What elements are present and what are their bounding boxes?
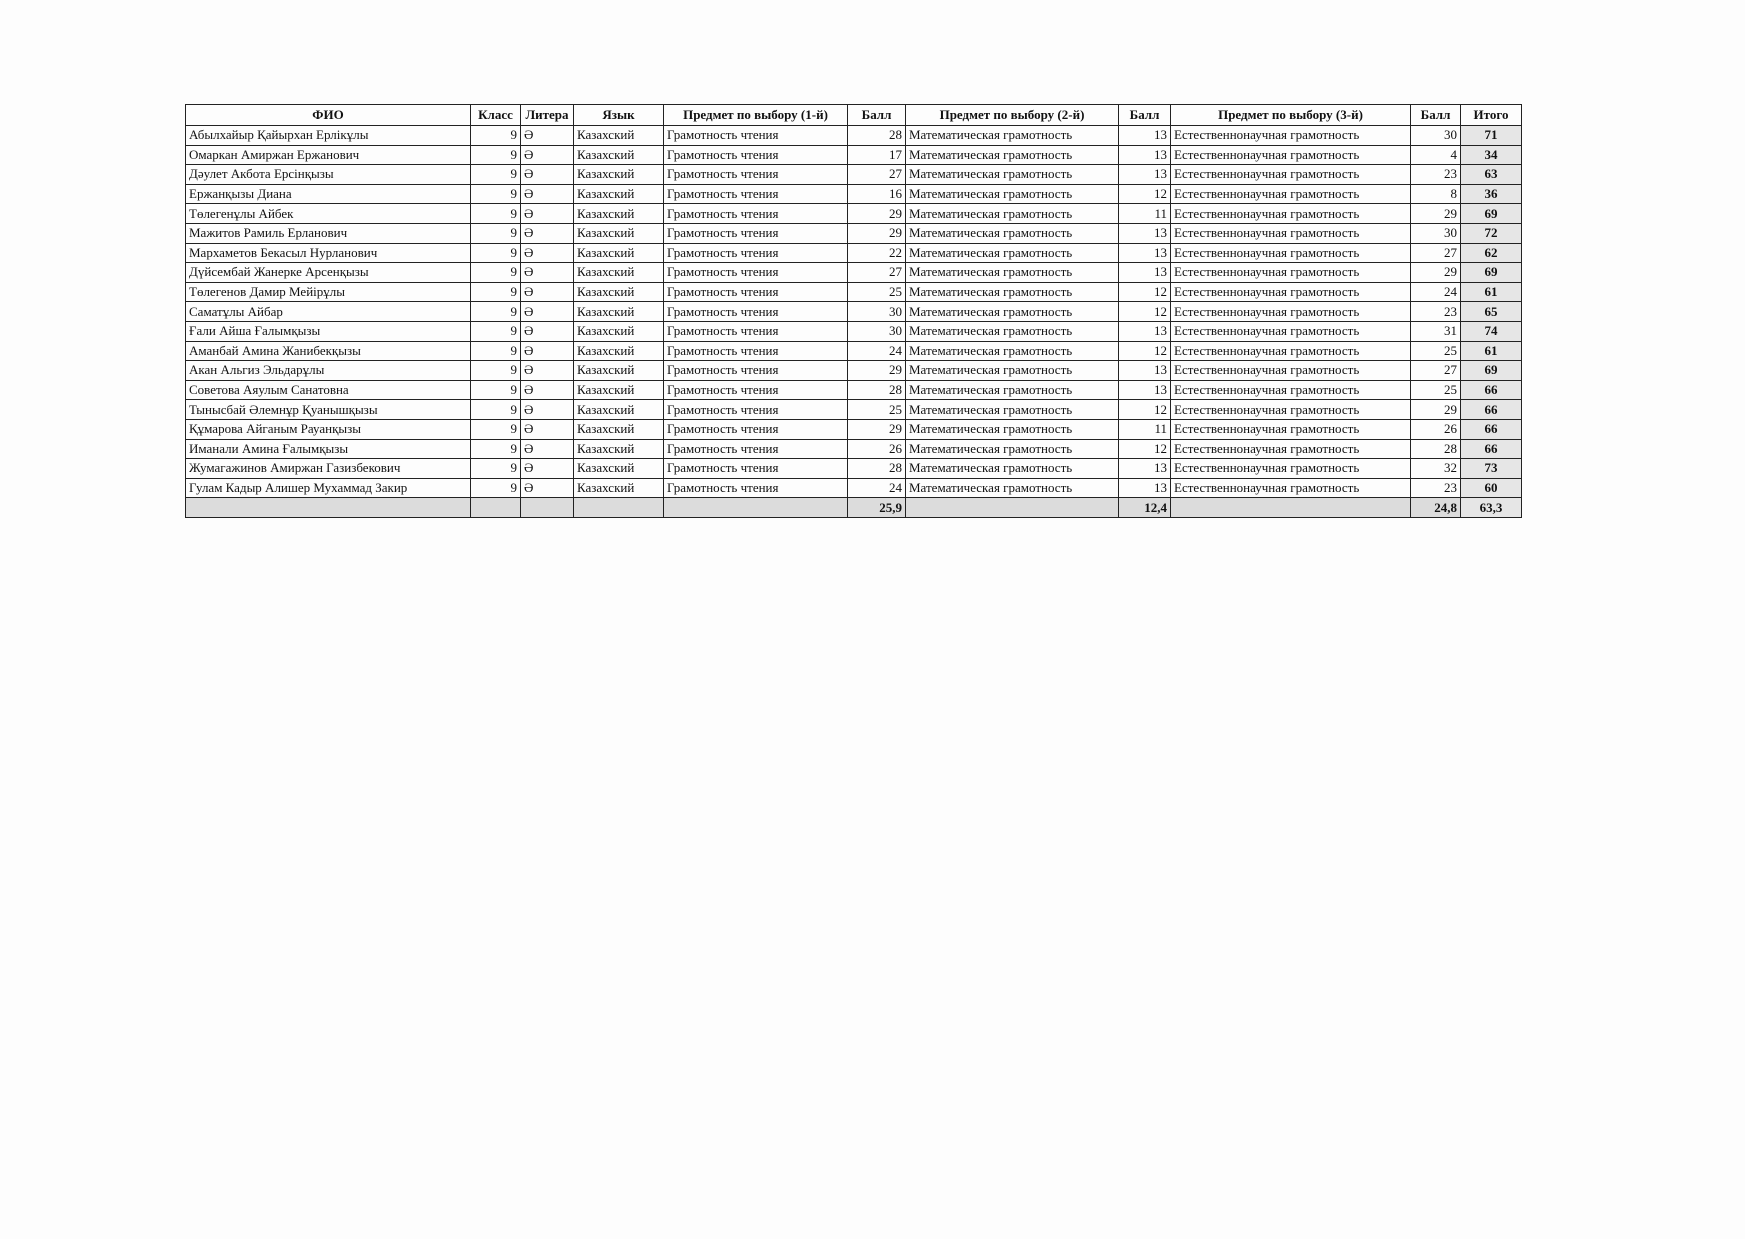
cell-litera: Ә: [521, 380, 574, 400]
header-litera: Литера: [521, 105, 574, 126]
cell-subject-3: Естественнонаучная грамотность: [1171, 361, 1411, 381]
cell-score-2: 13: [1119, 321, 1171, 341]
cell-litera: Ә: [521, 419, 574, 439]
cell-fio: Ғали Айша Ғалымқызы: [186, 321, 471, 341]
cell-subject-2: Математическая грамотность: [906, 302, 1119, 322]
cell-subject-3: Естественнонаучная грамотность: [1171, 282, 1411, 302]
summary-blank-fio: [186, 498, 471, 518]
cell-litera: Ә: [521, 341, 574, 361]
cell-score-3: 28: [1411, 439, 1461, 459]
cell-litera: Ә: [521, 282, 574, 302]
cell-subject-3: Естественнонаучная грамотность: [1171, 439, 1411, 459]
cell-class: 9: [471, 459, 521, 479]
cell-class: 9: [471, 126, 521, 146]
cell-score-1: 25: [848, 400, 906, 420]
cell-score-1: 29: [848, 223, 906, 243]
cell-score-2: 13: [1119, 126, 1171, 146]
cell-language: Казахский: [574, 243, 664, 263]
cell-score-2: 11: [1119, 419, 1171, 439]
cell-subject-1: Грамотность чтения: [664, 243, 848, 263]
cell-subject-3: Естественнонаучная грамотность: [1171, 302, 1411, 322]
cell-total: 66: [1461, 400, 1522, 420]
cell-fio: Құмарова Айганым Рауанқызы: [186, 419, 471, 439]
summary-blank-subject-2: [906, 498, 1119, 518]
cell-score-1: 27: [848, 165, 906, 185]
cell-score-3: 25: [1411, 341, 1461, 361]
cell-subject-2: Математическая грамотность: [906, 126, 1119, 146]
cell-litera: Ә: [521, 145, 574, 165]
cell-litera: Ә: [521, 361, 574, 381]
cell-class: 9: [471, 282, 521, 302]
table-body: [186, 126, 1522, 498]
header-row: [186, 105, 1522, 126]
cell-language: Казахский: [574, 263, 664, 283]
cell-score-1: 28: [848, 380, 906, 400]
cell-subject-1: Грамотность чтения: [664, 478, 848, 498]
cell-subject-1: Грамотность чтения: [664, 145, 848, 165]
cell-score-2: 13: [1119, 380, 1171, 400]
table-row: [186, 361, 1522, 381]
header-score-3: Балл: [1411, 105, 1461, 126]
cell-subject-1: Грамотность чтения: [664, 321, 848, 341]
summary-blank-language: [574, 498, 664, 518]
cell-total: 74: [1461, 321, 1522, 341]
cell-language: Казахский: [574, 341, 664, 361]
cell-class: 9: [471, 439, 521, 459]
cell-litera: Ә: [521, 126, 574, 146]
cell-total: 69: [1461, 361, 1522, 381]
cell-class: 9: [471, 223, 521, 243]
table-row: [186, 145, 1522, 165]
cell-fio: Мархаметов Бекасыл Нурланович: [186, 243, 471, 263]
cell-subject-3: Естественнонаучная грамотность: [1171, 459, 1411, 479]
cell-class: 9: [471, 400, 521, 420]
cell-score-2: 12: [1119, 282, 1171, 302]
summary-score-2-avg: 12,4: [1119, 498, 1171, 518]
cell-subject-1: Грамотность чтения: [664, 223, 848, 243]
cell-score-3: 23: [1411, 478, 1461, 498]
header-class: Класс: [471, 105, 521, 126]
cell-subject-3: Естественнонаучная грамотность: [1171, 341, 1411, 361]
cell-subject-3: Естественнонаучная грамотность: [1171, 184, 1411, 204]
cell-litera: Ә: [521, 184, 574, 204]
cell-fio: Дәулет Акбота Ерсінқызы: [186, 165, 471, 185]
cell-litera: Ә: [521, 302, 574, 322]
table-row: [186, 341, 1522, 361]
cell-class: 9: [471, 380, 521, 400]
cell-total: 66: [1461, 439, 1522, 459]
cell-score-3: 29: [1411, 204, 1461, 224]
cell-class: 9: [471, 478, 521, 498]
header-subject-1: Предмет по выбору (1-й): [664, 105, 848, 126]
cell-litera: Ә: [521, 439, 574, 459]
summary-total-avg: 63,3: [1461, 498, 1522, 518]
header-subject-2: Предмет по выбору (2-й): [906, 105, 1119, 126]
cell-score-2: 13: [1119, 263, 1171, 283]
cell-score-2: 13: [1119, 223, 1171, 243]
cell-score-3: 27: [1411, 243, 1461, 263]
cell-subject-2: Математическая грамотность: [906, 459, 1119, 479]
cell-subject-1: Грамотность чтения: [664, 400, 848, 420]
cell-score-1: 26: [848, 439, 906, 459]
cell-class: 9: [471, 165, 521, 185]
table-row: [186, 126, 1522, 146]
cell-subject-2: Математическая грамотность: [906, 439, 1119, 459]
cell-total: 62: [1461, 243, 1522, 263]
cell-fio: Акан Альгиз Эльдарұлы: [186, 361, 471, 381]
cell-language: Казахский: [574, 400, 664, 420]
cell-total: 71: [1461, 126, 1522, 146]
cell-subject-3: Естественнонаучная грамотность: [1171, 400, 1411, 420]
cell-score-1: 16: [848, 184, 906, 204]
table-row: [186, 459, 1522, 479]
cell-score-2: 12: [1119, 302, 1171, 322]
cell-subject-2: Математическая грамотность: [906, 380, 1119, 400]
header-score-2: Балл: [1119, 105, 1171, 126]
cell-score-3: 26: [1411, 419, 1461, 439]
cell-subject-2: Математическая грамотность: [906, 400, 1119, 420]
cell-fio: Төлегенұлы Айбек: [186, 204, 471, 224]
table-row: [186, 439, 1522, 459]
cell-subject-1: Грамотность чтения: [664, 302, 848, 322]
table-row: [186, 263, 1522, 283]
cell-subject-1: Грамотность чтения: [664, 459, 848, 479]
cell-language: Казахский: [574, 126, 664, 146]
cell-subject-3: Естественнонаучная грамотность: [1171, 243, 1411, 263]
cell-litera: Ә: [521, 459, 574, 479]
cell-score-2: 13: [1119, 145, 1171, 165]
cell-class: 9: [471, 184, 521, 204]
cell-total: 65: [1461, 302, 1522, 322]
cell-subject-1: Грамотность чтения: [664, 165, 848, 185]
results-sheet: [185, 104, 1521, 518]
cell-score-3: 25: [1411, 380, 1461, 400]
cell-language: Казахский: [574, 459, 664, 479]
summary-blank-subject-1: [664, 498, 848, 518]
header-fio: ФИО: [186, 105, 471, 126]
cell-language: Казахский: [574, 165, 664, 185]
table-row: [186, 321, 1522, 341]
cell-subject-3: Естественнонаучная грамотность: [1171, 145, 1411, 165]
cell-language: Казахский: [574, 302, 664, 322]
cell-score-2: 12: [1119, 184, 1171, 204]
cell-litera: Ә: [521, 204, 574, 224]
cell-subject-2: Математическая грамотность: [906, 263, 1119, 283]
cell-score-3: 29: [1411, 263, 1461, 283]
cell-fio: Тыныcбай Әлемнұр Қуанышқызы: [186, 400, 471, 420]
cell-total: 69: [1461, 263, 1522, 283]
cell-score-3: 4: [1411, 145, 1461, 165]
cell-subject-3: Естественнонаучная грамотность: [1171, 263, 1411, 283]
cell-fio: Саматұлы Айбар: [186, 302, 471, 322]
cell-class: 9: [471, 243, 521, 263]
summary-blank-class: [471, 498, 521, 518]
header-total: Итого: [1461, 105, 1522, 126]
cell-total: 72: [1461, 223, 1522, 243]
cell-litera: Ә: [521, 243, 574, 263]
cell-fio: Гулам Кадыр Алишер Мухаммад Закир: [186, 478, 471, 498]
cell-class: 9: [471, 341, 521, 361]
cell-subject-1: Грамотность чтения: [664, 282, 848, 302]
cell-fio: Ержанқызы Диана: [186, 184, 471, 204]
cell-score-3: 27: [1411, 361, 1461, 381]
cell-subject-2: Математическая грамотность: [906, 145, 1119, 165]
cell-subject-3: Естественнонаучная грамотность: [1171, 321, 1411, 341]
cell-score-3: 30: [1411, 126, 1461, 146]
cell-subject-2: Математическая грамотность: [906, 361, 1119, 381]
cell-score-1: 29: [848, 204, 906, 224]
cell-fio: Мажитов Рамиль Ерланович: [186, 223, 471, 243]
summary-blank-litera: [521, 498, 574, 518]
cell-score-1: 29: [848, 419, 906, 439]
cell-total: 36: [1461, 184, 1522, 204]
cell-subject-1: Грамотность чтения: [664, 263, 848, 283]
header-subject-3: Предмет по выбору (3-й): [1171, 105, 1411, 126]
cell-fio: Жумагажинов Амиржан Газизбекович: [186, 459, 471, 479]
table-row: [186, 419, 1522, 439]
cell-score-1: 29: [848, 361, 906, 381]
table-row: [186, 478, 1522, 498]
cell-subject-1: Грамотность чтения: [664, 204, 848, 224]
cell-class: 9: [471, 145, 521, 165]
table-row: [186, 282, 1522, 302]
cell-score-1: 30: [848, 321, 906, 341]
cell-subject-1: Грамотность чтения: [664, 419, 848, 439]
cell-subject-3: Естественнонаучная грамотность: [1171, 380, 1411, 400]
cell-total: 34: [1461, 145, 1522, 165]
table-row: [186, 380, 1522, 400]
cell-subject-2: Математическая грамотность: [906, 321, 1119, 341]
cell-subject-2: Математическая грамотность: [906, 243, 1119, 263]
cell-language: Казахский: [574, 361, 664, 381]
cell-litera: Ә: [521, 321, 574, 341]
cell-language: Казахский: [574, 439, 664, 459]
cell-score-1: 24: [848, 341, 906, 361]
cell-score-2: 13: [1119, 243, 1171, 263]
cell-score-2: 13: [1119, 165, 1171, 185]
cell-total: 60: [1461, 478, 1522, 498]
cell-fio: Аманбай Амина Жанибекқызы: [186, 341, 471, 361]
cell-litera: Ә: [521, 478, 574, 498]
cell-fio: Иманали Амина Ғалымқызы: [186, 439, 471, 459]
cell-score-1: 17: [848, 145, 906, 165]
header-score-1: Балл: [848, 105, 906, 126]
cell-subject-2: Математическая грамотность: [906, 341, 1119, 361]
cell-score-2: 13: [1119, 361, 1171, 381]
cell-score-3: 8: [1411, 184, 1461, 204]
cell-score-2: 13: [1119, 459, 1171, 479]
cell-score-1: 24: [848, 478, 906, 498]
cell-class: 9: [471, 419, 521, 439]
cell-language: Казахский: [574, 380, 664, 400]
cell-class: 9: [471, 302, 521, 322]
cell-subject-1: Грамотность чтения: [664, 341, 848, 361]
cell-score-3: 24: [1411, 282, 1461, 302]
cell-subject-1: Грамотность чтения: [664, 361, 848, 381]
cell-language: Казахский: [574, 282, 664, 302]
cell-subject-1: Грамотность чтения: [664, 126, 848, 146]
cell-score-3: 31: [1411, 321, 1461, 341]
summary-score-1-avg: 25,9: [848, 498, 906, 518]
cell-subject-2: Математическая грамотность: [906, 223, 1119, 243]
cell-subject-2: Математическая грамотность: [906, 282, 1119, 302]
cell-fio: Омаркан Амиржан Ержанович: [186, 145, 471, 165]
table-row: [186, 302, 1522, 322]
cell-class: 9: [471, 204, 521, 224]
cell-subject-2: Математическая грамотность: [906, 478, 1119, 498]
cell-score-3: 23: [1411, 302, 1461, 322]
cell-subject-2: Математическая грамотность: [906, 165, 1119, 185]
cell-subject-3: Естественнонаучная грамотность: [1171, 126, 1411, 146]
cell-total: 66: [1461, 380, 1522, 400]
cell-subject-1: Грамотность чтения: [664, 439, 848, 459]
cell-language: Казахский: [574, 321, 664, 341]
cell-subject-1: Грамотность чтения: [664, 184, 848, 204]
cell-score-1: 22: [848, 243, 906, 263]
cell-language: Казахский: [574, 145, 664, 165]
cell-litera: Ә: [521, 400, 574, 420]
cell-language: Казахский: [574, 184, 664, 204]
cell-subject-3: Естественнонаучная грамотность: [1171, 478, 1411, 498]
cell-fio: Дүйсембай Жанерке Арсенқызы: [186, 263, 471, 283]
cell-score-3: 23: [1411, 165, 1461, 185]
cell-language: Казахский: [574, 419, 664, 439]
cell-total: 73: [1461, 459, 1522, 479]
header-language: Язык: [574, 105, 664, 126]
cell-total: 63: [1461, 165, 1522, 185]
cell-class: 9: [471, 361, 521, 381]
cell-class: 9: [471, 321, 521, 341]
cell-score-2: 11: [1119, 204, 1171, 224]
cell-language: Казахский: [574, 478, 664, 498]
cell-subject-3: Естественнонаучная грамотность: [1171, 165, 1411, 185]
cell-subject-2: Математическая грамотность: [906, 419, 1119, 439]
cell-score-2: 12: [1119, 439, 1171, 459]
cell-score-1: 28: [848, 126, 906, 146]
summary-score-3-avg: 24,8: [1411, 498, 1461, 518]
cell-class: 9: [471, 263, 521, 283]
table-row: [186, 400, 1522, 420]
results-table: [185, 104, 1522, 518]
cell-language: Казахский: [574, 204, 664, 224]
cell-score-3: 29: [1411, 400, 1461, 420]
table-row: [186, 204, 1522, 224]
cell-subject-2: Математическая грамотность: [906, 204, 1119, 224]
cell-subject-3: Естественнонаучная грамотность: [1171, 419, 1411, 439]
summary-row: [186, 498, 1522, 518]
cell-subject-1: Грамотность чтения: [664, 380, 848, 400]
cell-fio: Абылхайыр Қайырхан Ерлікұлы: [186, 126, 471, 146]
table-row: [186, 184, 1522, 204]
cell-total: 69: [1461, 204, 1522, 224]
cell-fio: Төлегенов Дамир Мейірұлы: [186, 282, 471, 302]
table-row: [186, 223, 1522, 243]
cell-subject-3: Естественнонаучная грамотность: [1171, 223, 1411, 243]
cell-total: 61: [1461, 341, 1522, 361]
cell-fio: Советова Аяулым Санатовна: [186, 380, 471, 400]
cell-litera: Ә: [521, 263, 574, 283]
cell-subject-2: Математическая грамотность: [906, 184, 1119, 204]
cell-score-1: 30: [848, 302, 906, 322]
cell-score-2: 12: [1119, 400, 1171, 420]
cell-language: Казахский: [574, 223, 664, 243]
cell-score-1: 25: [848, 282, 906, 302]
table-row: [186, 165, 1522, 185]
cell-score-3: 32: [1411, 459, 1461, 479]
cell-total: 61: [1461, 282, 1522, 302]
cell-total: 66: [1461, 419, 1522, 439]
cell-score-1: 28: [848, 459, 906, 479]
cell-subject-3: Естественнонаучная грамотность: [1171, 204, 1411, 224]
table-row: [186, 243, 1522, 263]
cell-score-2: 12: [1119, 341, 1171, 361]
cell-score-3: 30: [1411, 223, 1461, 243]
cell-litera: Ә: [521, 223, 574, 243]
cell-litera: Ә: [521, 165, 574, 185]
cell-score-1: 27: [848, 263, 906, 283]
summary-blank-subject-3: [1171, 498, 1411, 518]
cell-score-2: 13: [1119, 478, 1171, 498]
